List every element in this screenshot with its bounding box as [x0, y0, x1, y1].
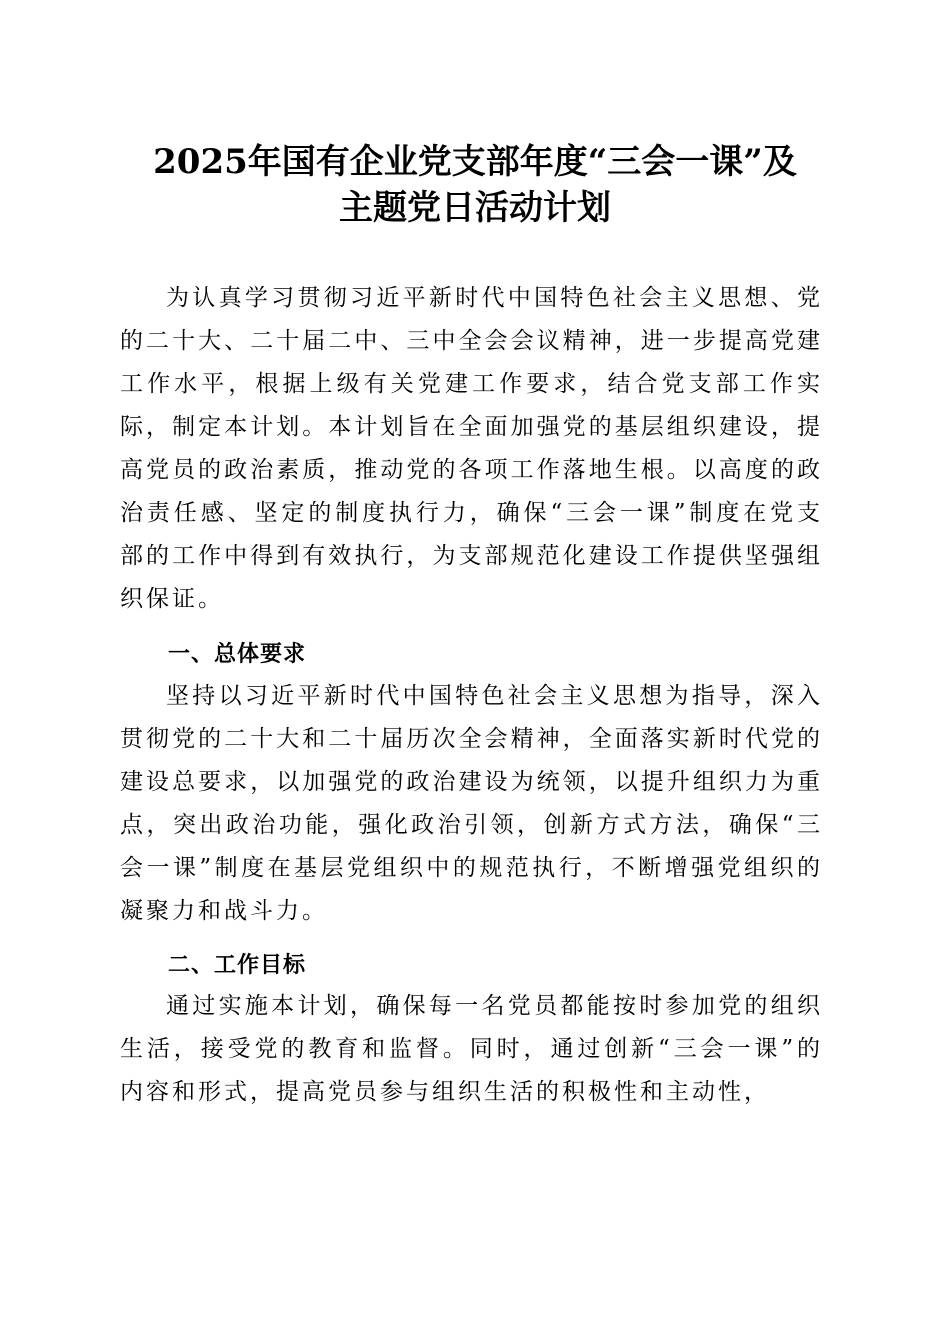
document-title-line-1: 2025年国有企业党支部年度“三会一课”及 [153, 142, 797, 182]
section-heading-work-goals: 二、工作目标 [168, 953, 307, 978]
intro-paragraph: 为认真学习贯彻习近平新时代中国特色社会主义思想、党的二十大、二十届二中、三中全会会议精神，进一步提高党建工作水平，根据上级有关党建工作要求，结合党支部工作实际，制定本计划。本计划旨在全面加强党的基层组织建设，提高党员的政治素质，推动党的各项工作落地生根。以高度的政治责任感、坚定的制度执行力，确保“三会一课”制度在党支部的工作中得到有效执行，为支部规范化建设工作提供坚强组织保证。 [120, 285, 823, 612]
section-paragraph-general-requirements: 坚持以习近平新时代中国特色社会主义思想为指导，深入贯彻党的二十大和二十届历次全会精神，全面落实新时代党的建设总要求，以加强党的政治建设为统领，以提升组织力为重点，突出政治功能，强化政治引领，创新方式方法，确保“三会一课”制度在基层党组织中的规范执行，不断增强党组织的凝聚力和战斗力。 [120, 683, 823, 924]
section-paragraph-work-goals: 通过实施本计划，确保每一名党员都能按时参加党的组织生活，接受党的教育和监督。同时，通过创新“三会一课”的内容和形式，提高党员参与组织生活的积极性和主动性， [120, 993, 823, 1105]
section-heading-general-requirements: 一、总体要求 [168, 642, 307, 667]
document-title-line-2: 主题党日活动计划 [339, 188, 611, 228]
